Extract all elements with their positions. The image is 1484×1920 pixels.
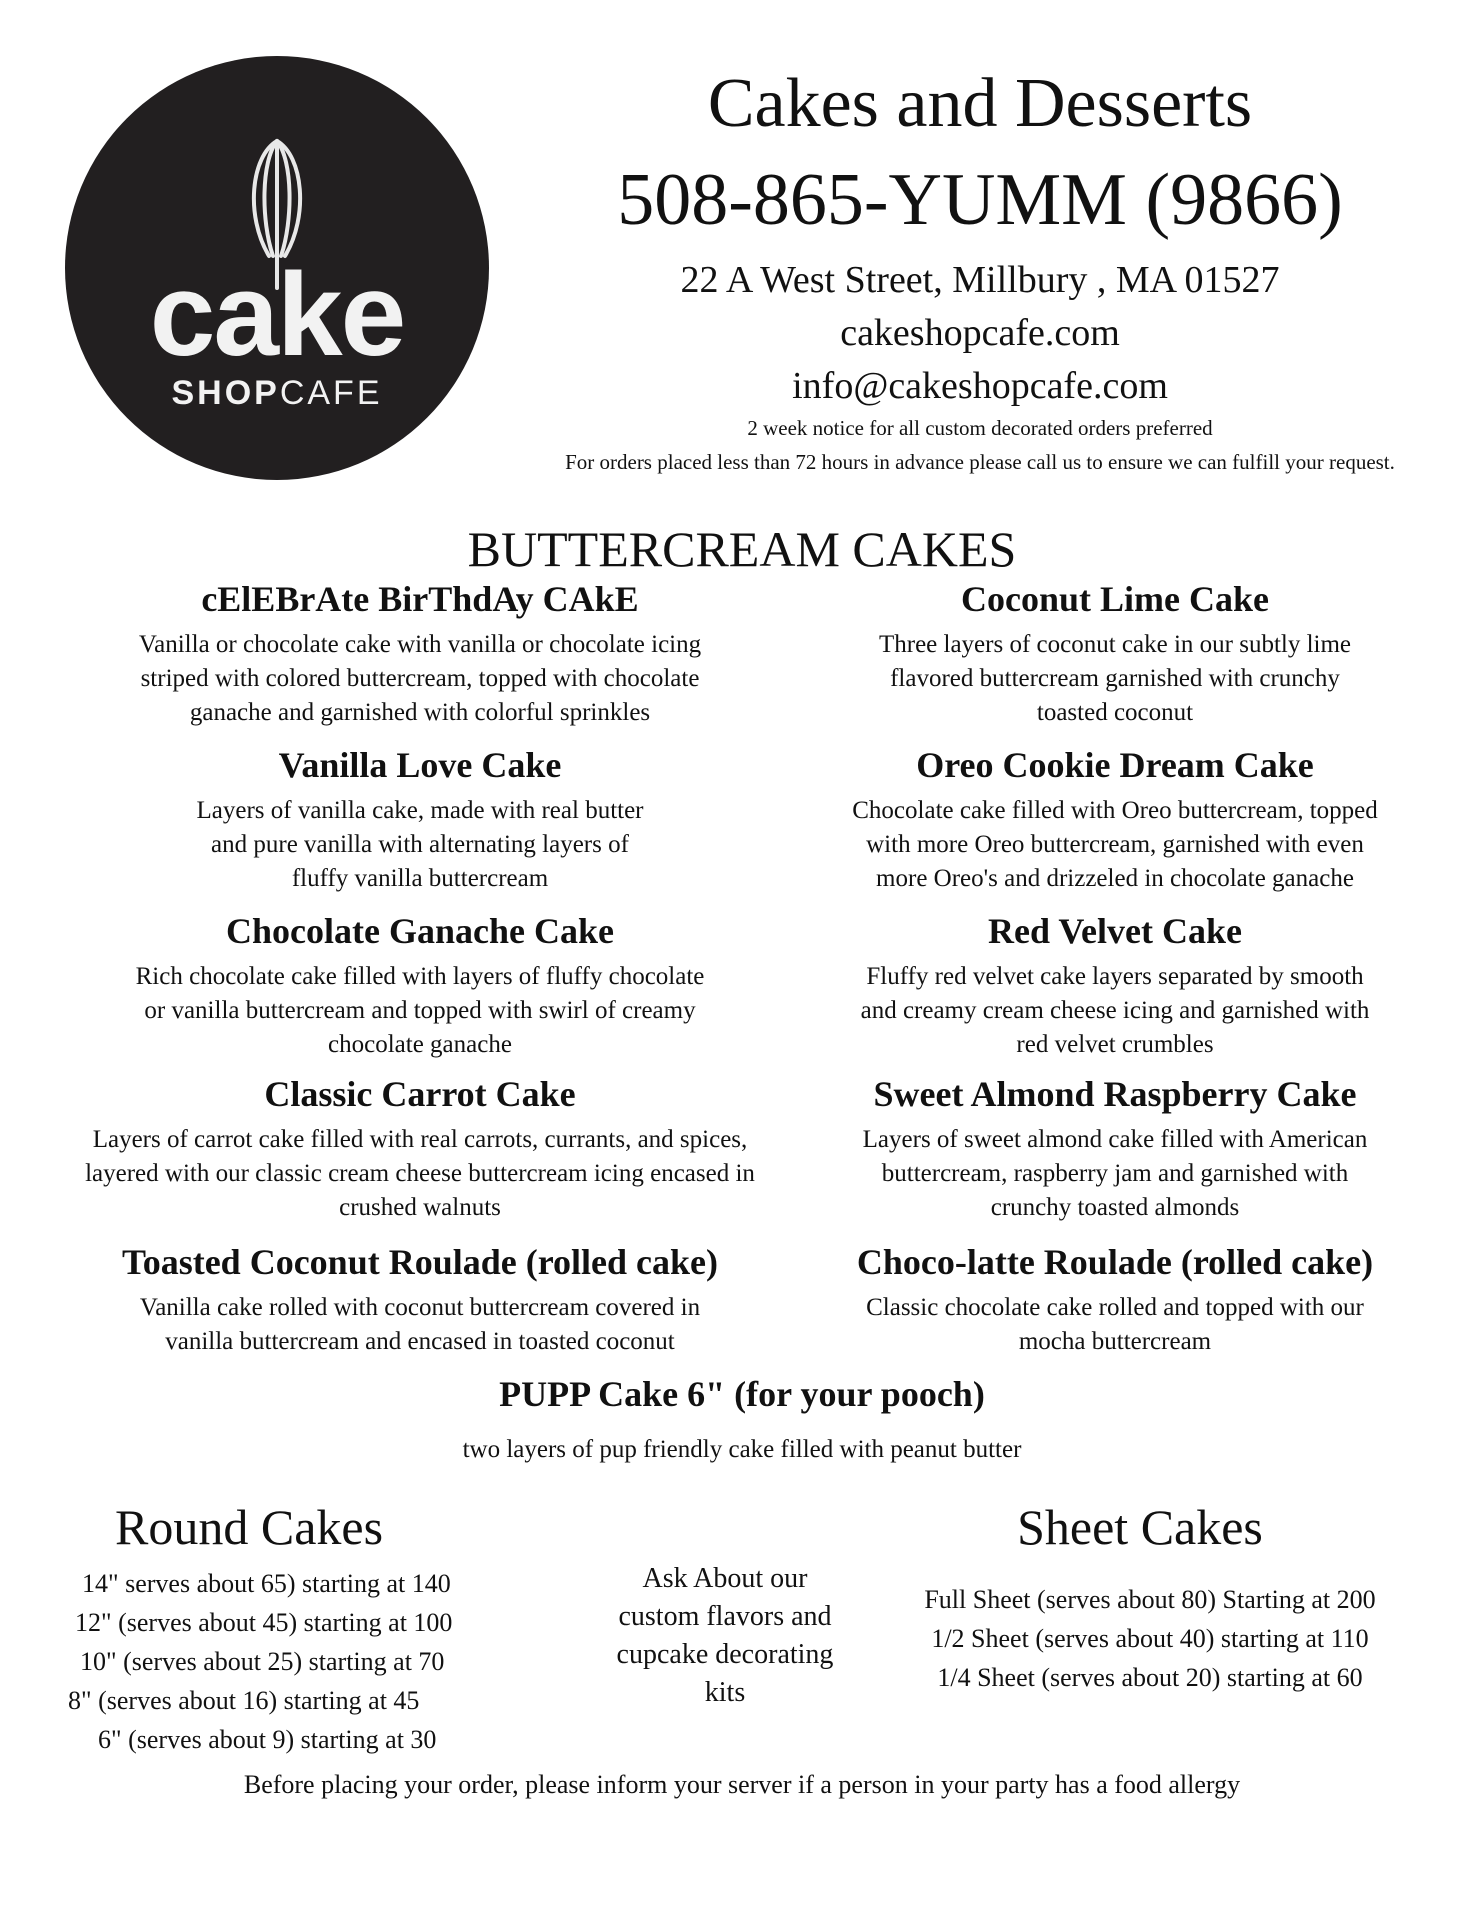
pupp-cake-item — [0, 1375, 1484, 1467]
cake-item — [790, 746, 1440, 896]
cake-description: Vanilla cake rolled with coconut buttercream covered in vanilla buttercream and encased in toasted coconut — [139, 1293, 701, 1355]
cake-description: Vanilla or chocolate cake with vanilla or chocolate icing striped with colored buttercream, topped with chocolate ganache and garnished with colorful sprinkles — [138, 630, 702, 726]
cake-item — [790, 912, 1440, 1062]
cake-description: Rich chocolate cake filled with layers of fluffy chocolate or vanilla buttercream and topped with swirl of creamy chocolate ganache — [135, 962, 705, 1058]
cake-description: Classic chocolate cake rolled and topped with our mocha buttercream — [866, 1293, 1364, 1355]
cake-name: PUPP Cake 6" (for your pooch) — [499, 1374, 985, 1414]
cake-item — [50, 746, 790, 896]
section-title-buttercream: BUTTERCREAM CAKES — [467, 521, 1017, 577]
sheet-cakes-title: Sheet Cakes — [1017, 1499, 1263, 1555]
cake-name: Choco-latte Roulade (rolled cake) — [856, 1242, 1374, 1282]
cake-name: cElEBrAte BirThdAy CAkE — [201, 579, 639, 619]
list-item: Full Sheet (serves about 80) Starting at 200 — [924, 1585, 1376, 1614]
cake-description: Chocolate cake filled with Oreo buttercream, topped with more Oreo buttercream, garnished with even more Oreo's and drizzeled in chocolate ganache — [852, 796, 1378, 892]
cake-item — [790, 1243, 1440, 1359]
cake-item — [790, 1075, 1440, 1225]
list-item: 6" (serves about 9) starting at 30 — [98, 1725, 437, 1754]
cake-item — [50, 912, 790, 1062]
round-cakes-title: Round Cakes — [115, 1499, 384, 1555]
address: 22 A West Street, Millbury , MA 01527 — [680, 259, 1280, 301]
list-item: 1/2 Sheet (serves about 40) starting at 110 — [931, 1624, 1369, 1653]
cake-name: Chocolate Ganache Cake — [226, 911, 614, 951]
cake-item — [790, 580, 1440, 730]
email-link[interactable]: info@cakeshopcafe.com — [792, 365, 1168, 407]
list-item: 14" serves about 65) starting at 140 — [82, 1569, 451, 1598]
custom-order-notice: 2 week notice for all custom decorated orders preferred — [747, 416, 1213, 440]
list-item: 10" (serves about 25) starting at 70 — [80, 1647, 445, 1676]
cake-description: Layers of sweet almond cake filled with American buttercream, raspberry jam and garnished with crunchy toasted almonds — [862, 1125, 1368, 1221]
round-cakes-list — [60, 1564, 580, 1759]
short-notice-text: For orders placed less than 72 hours in advance please call us to ensure we can fulfill your request. — [565, 450, 1395, 474]
cake-description: two layers of pup friendly cake filled with peanut butter — [462, 1435, 1022, 1463]
cake-item — [50, 580, 790, 730]
website-link[interactable]: cakeshopcafe.com — [840, 312, 1120, 354]
cake-name: Toasted Coconut Roulade (rolled cake) — [121, 1242, 719, 1282]
cake-name: Vanilla Love Cake — [278, 745, 562, 785]
phone-number: 508-865-YUMM (9866) — [617, 159, 1343, 241]
cake-item — [50, 1243, 790, 1359]
list-item: 12" (serves about 45) starting at 100 — [75, 1608, 453, 1637]
cake-name: Coconut Lime Cake — [961, 579, 1269, 619]
list-item: 1/4 Sheet (serves about 20) starting at 60 — [937, 1663, 1363, 1692]
allergy-notice: Before placing your order, please inform your server if a person in your party has a food allergy — [243, 1770, 1241, 1799]
logo-word-cake: cake — [149, 249, 405, 381]
custom-flavors-note: Ask About our custom flavors and cupcake decorating kits — [616, 1563, 834, 1708]
cake-description: Fluffy red velvet cake layers separated by smooth and creamy cream cheese icing and garnished with red velvet crumbles — [860, 962, 1370, 1058]
cake-shop-cafe-logo — [65, 56, 489, 480]
logo-word-shopcafe: SHOPCAFE — [171, 374, 383, 412]
cake-description: Layers of vanilla cake, made with real butter and pure vanilla with alternating layers of fluffy vanilla buttercream — [196, 796, 644, 892]
cake-description: Three layers of coconut cake in our subtly lime flavored buttercream garnished with crunchy toasted coconut — [878, 630, 1352, 726]
sheet-cakes-list — [890, 1580, 1410, 1697]
page-title: Cakes and Desserts — [707, 65, 1253, 142]
cake-name: Sweet Almond Raspberry Cake — [873, 1074, 1357, 1114]
list-item: 8" (serves about 16) starting at 45 — [68, 1686, 420, 1715]
cake-name: Oreo Cookie Dream Cake — [916, 745, 1314, 785]
cake-name: Red Velvet Cake — [988, 911, 1242, 951]
cake-name: Classic Carrot Cake — [264, 1074, 576, 1114]
cake-item — [50, 1075, 790, 1225]
cake-description: Layers of carrot cake filled with real carrots, currants, and spices, layered with our classic cream cheese buttercream icing encased in crushed walnuts — [85, 1125, 755, 1221]
